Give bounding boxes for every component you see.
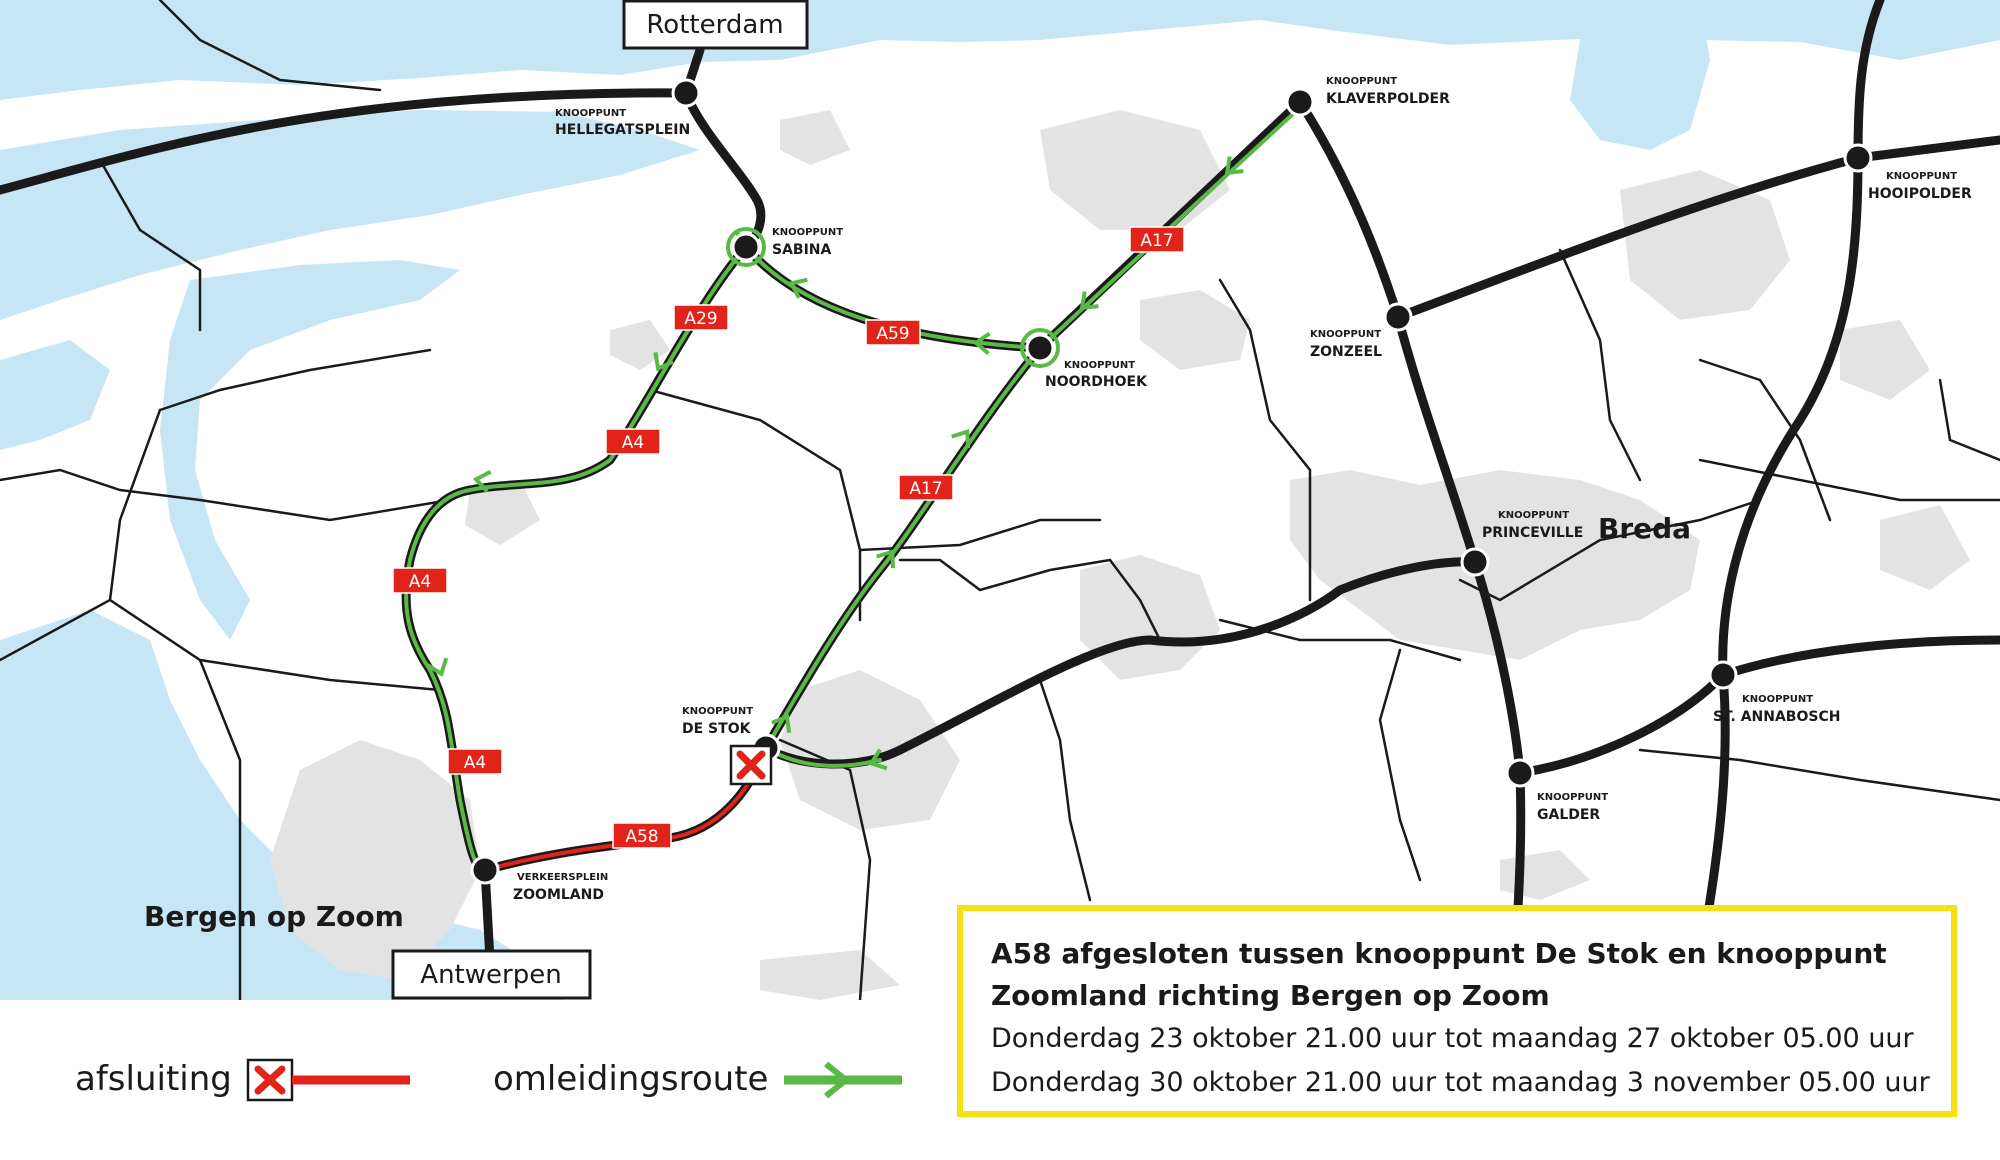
svg-text:A17: A17	[909, 479, 943, 499]
road-a16-galder-link	[1520, 675, 1723, 773]
junction-name-klaverpolder: KLAVERPOLDER	[1326, 91, 1450, 107]
minor-road	[1380, 650, 1420, 880]
road-shield-a29	[674, 305, 728, 330]
svg-text:A4: A4	[463, 753, 487, 773]
junction-type-st-annabosch: KNOOPPUNT	[1742, 694, 1814, 705]
urban-small-5	[1880, 505, 1970, 590]
road-shield-a17-south	[899, 475, 953, 500]
junction-type-de-stok: KNOOPPUNT	[682, 706, 754, 717]
junction-type-noordhoek: KNOOPPUNT	[1064, 360, 1136, 371]
minor-road	[1940, 380, 2000, 460]
junction-type-hellegatsplein: KNOOPPUNT	[555, 108, 627, 119]
destination-rotterdam	[624, 1, 807, 48]
svg-text:A59: A59	[876, 324, 910, 344]
minor-road	[1040, 680, 1090, 900]
svg-text:A29: A29	[684, 309, 718, 329]
urban-roosendaal	[780, 670, 960, 830]
junction-name-st-annabosch: ST. ANNABOSCH	[1713, 709, 1841, 725]
road-shield-a59	[866, 320, 920, 345]
minor-road	[1700, 360, 1830, 520]
junction-name-princeville: PRINCEVILLE	[1482, 525, 1584, 541]
svg-text:Rotterdam: Rotterdam	[646, 10, 784, 40]
road-a58-breda-east	[1723, 640, 2000, 675]
road-a29-south	[686, 93, 761, 247]
junction-node-princeville	[1462, 549, 1488, 575]
junction-node-hellegatsplein	[673, 80, 699, 106]
junction-name-galder: GALDER	[1537, 807, 1601, 823]
svg-text:A4: A4	[408, 572, 432, 592]
road-shield-a4-middle	[393, 568, 447, 593]
minor-road	[1560, 250, 1640, 480]
road-shield-a58	[613, 823, 671, 848]
closure-marker	[731, 746, 771, 784]
junction-name-zoomland: ZOOMLAND	[513, 887, 604, 903]
water-haringvliet	[0, 340, 110, 450]
road-shield-a4-south	[448, 749, 502, 774]
junction-node-zoomland	[472, 857, 498, 883]
junction-node-klaverpolder	[1287, 89, 1313, 115]
junction-node-st-annabosch	[1710, 662, 1736, 688]
junction-type-sabina: KNOOPPUNT	[772, 227, 844, 238]
info-box	[957, 905, 1957, 1117]
junction-name-de-stok: DE STOK	[682, 721, 751, 737]
junction-type-zoomland: VERKEERSPLEIN	[517, 872, 609, 883]
svg-text:A4: A4	[621, 433, 645, 453]
junction-type-klaverpolder: KNOOPPUNT	[1326, 76, 1398, 87]
road-a27	[1700, 0, 1880, 960]
minor-road	[1700, 460, 2000, 500]
road-shield-a17-north	[1130, 227, 1184, 252]
svg-text:Antwerpen: Antwerpen	[420, 960, 562, 990]
water-east-channel	[1570, 0, 1710, 150]
minor-road	[650, 390, 860, 620]
road-shield-a4-north	[606, 429, 660, 454]
junction-type-hooipolder: KNOOPPUNT	[1886, 171, 1958, 182]
junction-name-hooipolder: HOOIPOLDER	[1868, 186, 1972, 202]
destination-antwerpen	[393, 951, 590, 998]
info-period-1: Donderdag 23 oktober 21.00 uur tot maandag 27 oktober 05.00 uur	[991, 1023, 1914, 1054]
urban-dordrecht-area	[1040, 110, 1230, 230]
junction-node-galder	[1507, 760, 1533, 786]
junction-name-noordhoek: NOORDHOEK	[1045, 374, 1147, 390]
detour-segment	[406, 247, 746, 870]
urban-small-2	[610, 320, 670, 370]
junction-name-zonzeel: ZONZEEL	[1310, 344, 1382, 360]
road-a17	[766, 102, 1300, 748]
info-period-2: Donderdag 30 oktober 21.00 uur tot maandag 3 november 05.00 uur	[991, 1067, 1930, 1098]
junction-name-sabina: SABINA	[772, 242, 832, 258]
junction-type-princeville: KNOOPPUNT	[1498, 510, 1570, 521]
urban-small-4	[1840, 320, 1930, 400]
info-title-line2: Zoomland richting Bergen op Zoom	[991, 979, 1550, 1012]
svg-text:A17: A17	[1140, 231, 1174, 251]
legend-detour-label: omleidingsroute	[493, 1059, 769, 1099]
minor-road	[0, 470, 450, 520]
junction-type-zonzeel: KNOOPPUNT	[1310, 329, 1382, 340]
minor-road	[1640, 750, 2000, 800]
info-title-line1: A58 afgesloten tussen knooppunt De Stok en knooppunt	[991, 937, 1887, 970]
junction-node-noordhoek	[1027, 335, 1053, 361]
road-a58-closed	[485, 748, 766, 870]
city-label-bergen-op-zoom: Bergen op Zoom	[144, 900, 404, 933]
urban-small-3	[780, 110, 850, 165]
city-label-breda: Breda	[1598, 512, 1692, 545]
junction-name-hellegatsplein: HELLEGATSPLEIN	[555, 122, 691, 138]
junction-node-sabina	[733, 234, 759, 260]
urban-small-6	[1500, 850, 1590, 900]
junction-type-galder: KNOOPPUNT	[1537, 792, 1609, 803]
urban-small-7	[760, 950, 900, 1000]
junction-node-hooipolder	[1845, 145, 1871, 171]
legend-closure-label: afsluiting	[75, 1059, 232, 1099]
urban-oosterhout	[1620, 170, 1790, 320]
junction-node-zonzeel	[1385, 304, 1411, 330]
svg-text:A58: A58	[625, 827, 659, 847]
